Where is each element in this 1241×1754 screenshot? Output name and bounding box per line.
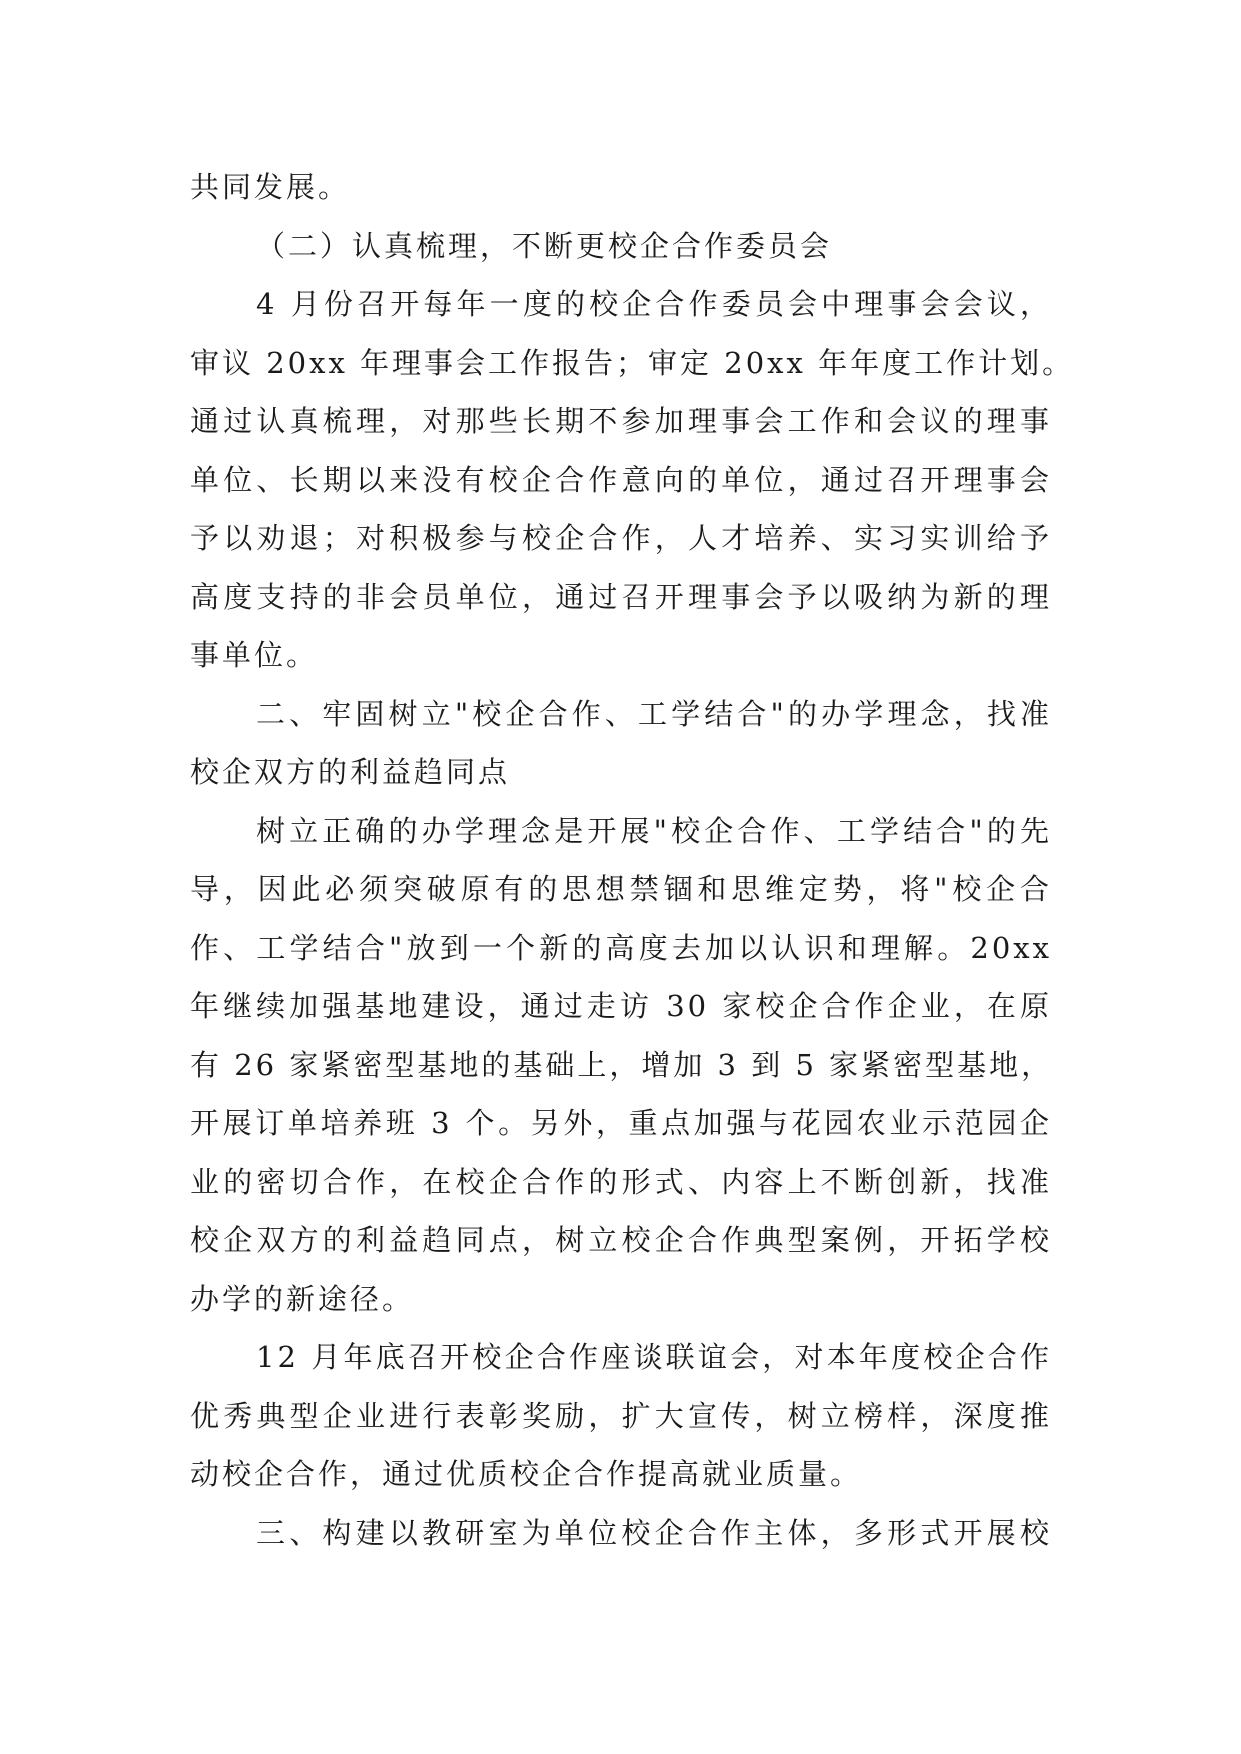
text-line: 导，因此必须突破原有的思想禁锢和思维定势，将"校企合: [190, 872, 1052, 906]
text-line: 作、工学结合"放到一个新的高度去加以认识和理解。20xx: [190, 930, 1052, 965]
text-line: （二）认真梳理，不断更校企合作委员会: [256, 228, 833, 263]
document-body-text: [190, 158, 1075, 1562]
text-line: 优秀典型企业进行表彰奖励，扩大宣传，树立榜样，深度推: [190, 1398, 1052, 1433]
text-line: 三、构建以教研室为单位校企合作主体，多形式开展校: [256, 1515, 1052, 1550]
text-line: 单位、长期以来没有校企合作意向的单位，通过召开理事会: [190, 462, 1052, 497]
text-line: 通过认真梳理，对那些长期不参加理事会工作和会议的理事: [190, 404, 1052, 438]
text-line: 有 26 家紧密型基地的基础上，增加 3 到 5 家紧密型基地，: [190, 1047, 1054, 1082]
text-line: 审议 20xx 年理事会工作报告；审定 20xx 年年度工作计划。: [190, 345, 1075, 380]
text-line: 4 月份召开每年一度的校企合作委员会中理事会会议，: [256, 287, 1052, 321]
text-line: 办学的新途径。: [190, 1281, 415, 1316]
text-line: 12 月年底召开校企合作座谈联谊会，对本年度校企合作: [256, 1340, 1052, 1374]
text-line: 事单位。: [190, 638, 319, 672]
text-line: 动校企合作，通过优质校企合作提高就业质量。: [190, 1457, 863, 1491]
text-line: 共同发展。: [190, 170, 351, 204]
text-line: 年继续加强基地建设，通过走访 30 家校企合作企业，在原: [190, 989, 1052, 1023]
text-line: 校企双方的利益趋同点: [190, 755, 511, 789]
text-line: 二、牢固树立"校企合作、工学结合"的办学理念，找准: [256, 696, 1052, 731]
text-line: 予以劝退；对积极参与校企合作，人才培养、实习实训给予: [190, 521, 1052, 555]
text-line: 开展订单培养班 3 个。另外，重点加强与花园农业示范园企: [190, 1106, 1052, 1140]
text-line: 高度支持的非会员单位，通过召开理事会予以吸纳为新的理: [190, 579, 1052, 614]
text-line: 业的密切合作，在校企合作的形式、内容上不断创新，找准: [190, 1164, 1052, 1199]
text-line: 树立正确的办学理念是开展"校企合作、工学结合"的先: [256, 813, 1052, 848]
text-line: 校企双方的利益趋同点，树立校企合作典型案例，开拓学校: [190, 1223, 1052, 1257]
